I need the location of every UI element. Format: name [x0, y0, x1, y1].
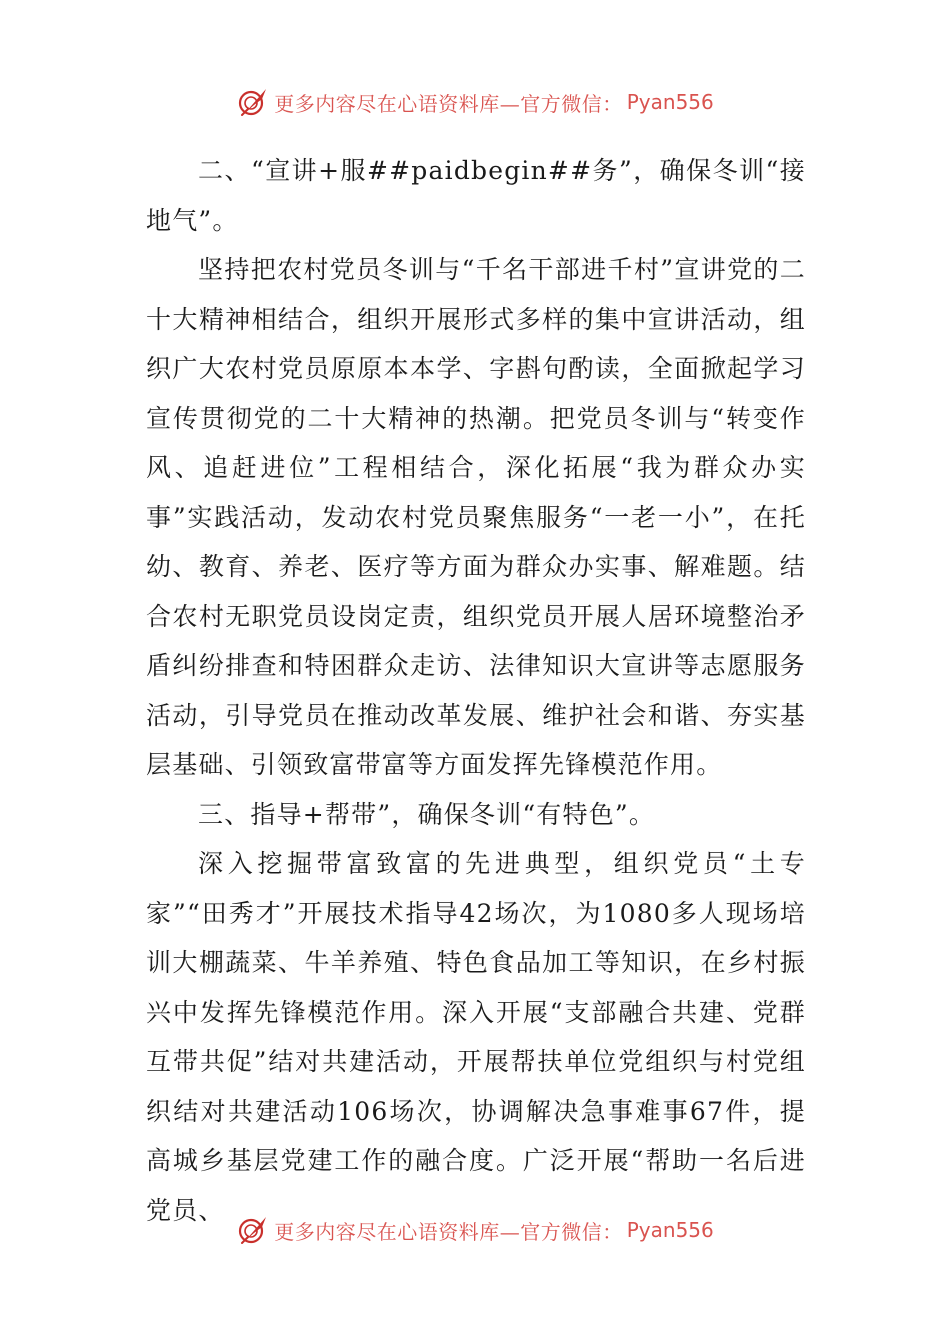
quill-seal-icon — [236, 1213, 270, 1247]
section-heading-3: 三、指导+帮带”，确保冬训“有特色”。 — [198, 799, 656, 829]
banner-text: 更多内容尽在心语资料库—官方微信： — [274, 91, 623, 116]
banner-wechat-id: Pyan556 — [626, 90, 714, 114]
section-2-paragraph: 坚持把农村党员冬训与“千名干部进千村”宣讲党的二十大精神相结合，组织开展形式多样的集中宣讲活动，组织广大农村党员原原本本学、字斟句酌读，全面掀起学习宣传贯彻党的二十大精神的热潮。把党员冬训与“转变作风、追赶进位”工程相结合，深化拓展“我为群众办实事”实践活动，发动农村党员聚焦服务“一老一小”，在托幼、教育、养老、医疗等方面为群众办实事、解难题。结合农村无职党员设岗定责，组织党员开展人居环境整治矛盾纠纷排查和特困群众走访、法律知识大宣讲等志愿服务活动，引导党员在推动改革发展、维护社会和谐、夯实基层基础、引领致富带富等方面发挥先锋模范作用。 — [146, 255, 806, 779]
document-body — [146, 146, 806, 1235]
header-watermark-banner — [0, 82, 950, 122]
banner-wechat-id: Pyan556 — [626, 1218, 714, 1242]
banner-text: 更多内容尽在心语资料库—官方微信： — [274, 1219, 623, 1244]
footer-watermark-banner — [0, 1210, 950, 1250]
quill-seal-icon — [236, 85, 270, 119]
section-heading-2: 二、“宣讲+服##paidbegin##务”，确保冬训“接地气”。 — [146, 156, 806, 235]
section-3-paragraph: 深入挖掘带富致富的先进典型，组织党员“土专家”“田秀才”开展技术指导42场次，为1080多人现场培训大棚蔬菜、牛羊养殖、特色食品加工等知识，在乡村振兴中发挥先锋模范作用。深入开展“支部融合共建、党群互带共促”结对共建活动，开展帮扶单位党组织与村党组织结对共建活动106场次，协调解决急事难事67件，提高城乡基层党建工作的融合度。广泛开展“帮助一名后进党员、 — [146, 849, 806, 1225]
